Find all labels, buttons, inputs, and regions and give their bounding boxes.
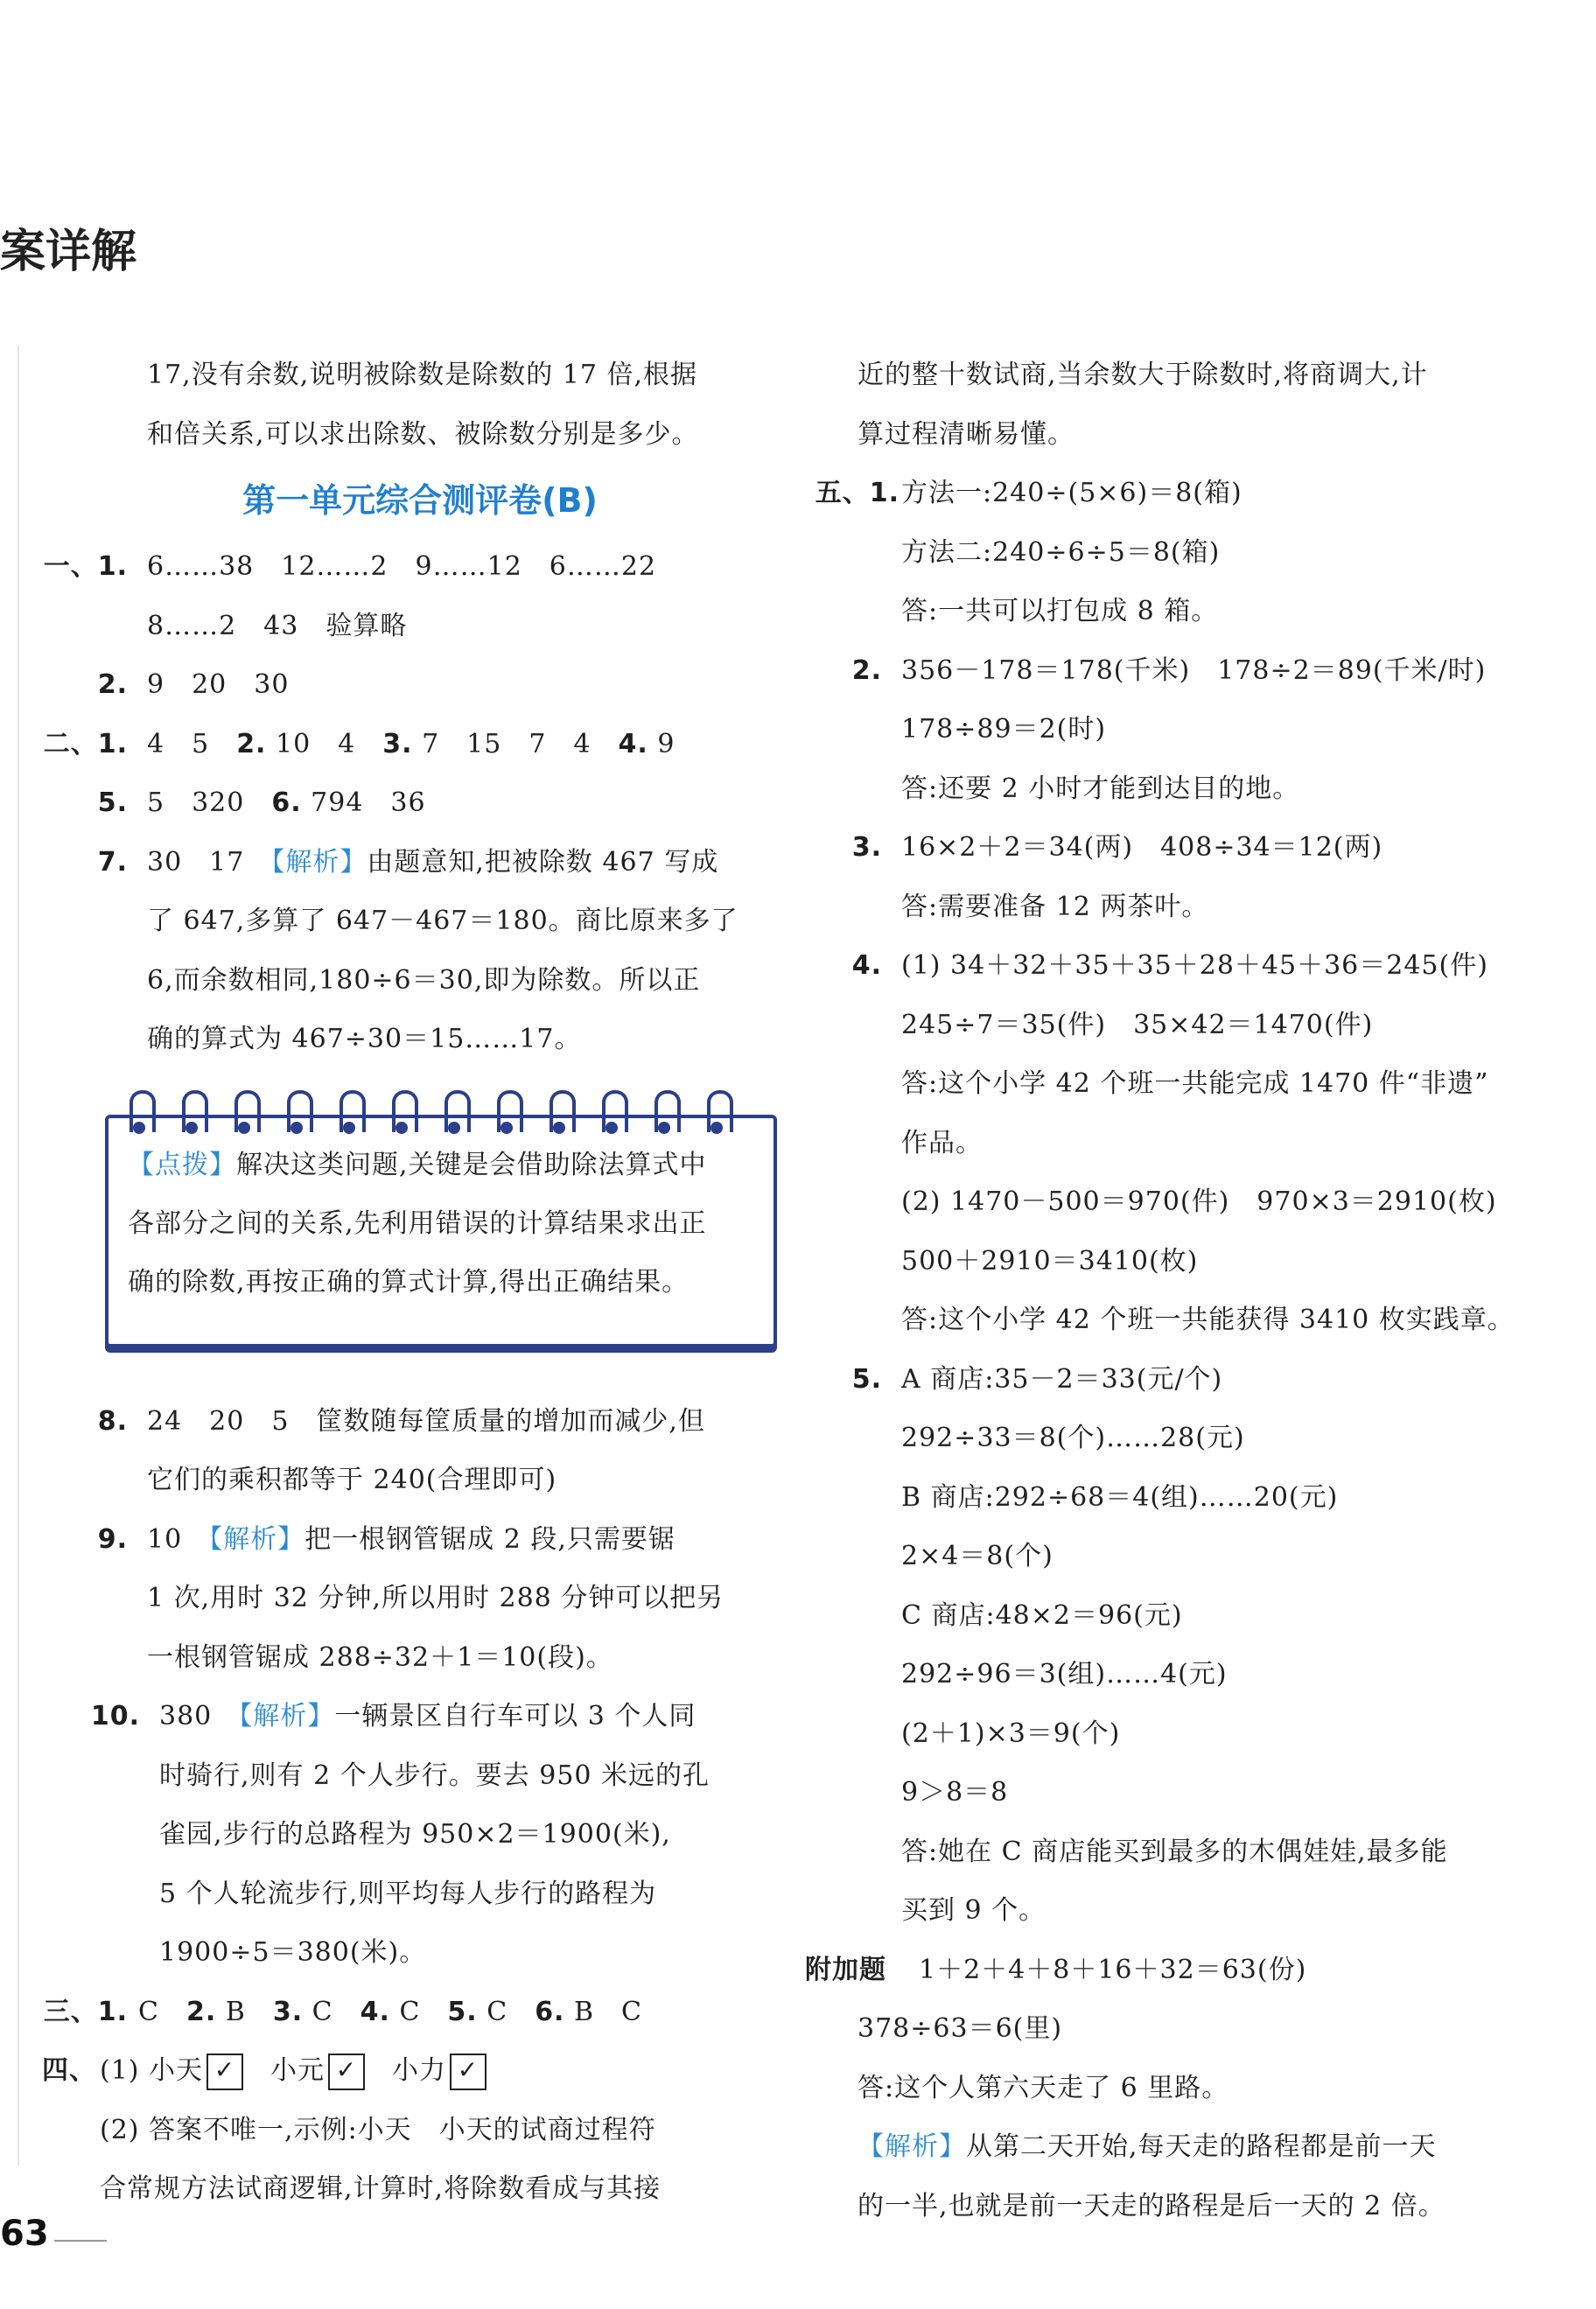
answer-line	[805, 1114, 1549, 1173]
answer-text: 1＋2＋4＋8＋16＋32＝63(份)	[919, 1954, 1307, 1985]
question-number: 一、1.	[43, 551, 128, 582]
question-number: 9.	[97, 1523, 128, 1555]
answer-text: 30 17 【解析】由题意知,把被除数 467 写成	[147, 846, 719, 878]
answer-line	[35, 1392, 752, 1452]
answer-line	[805, 700, 1549, 759]
answer-line	[35, 951, 752, 1011]
answer-line	[805, 1586, 1549, 1646]
answer-text: C 商店:48×2＝96(元)	[901, 1599, 1183, 1631]
tip-note-line: 【点拨】解决这类问题,关键是会借助除法算式中	[128, 1149, 707, 1180]
answer-line	[35, 715, 752, 774]
analysis-tag: 【解析】	[858, 2131, 966, 2162]
answer-line	[805, 1172, 1549, 1232]
question-number: 四、	[42, 2055, 96, 2086]
answer-text: (2) 1470－500＝970(件) 970×3＝2910(枚)	[901, 1186, 1497, 1217]
answer-line	[35, 773, 752, 833]
answer-line	[35, 1865, 752, 1924]
answer-line	[805, 759, 1549, 819]
answer-text: 它们的乘积都等于 240(合理即可)	[147, 1465, 557, 1495]
answer-text: 380 【解析】一辆景区自行车可以 3 个人同	[159, 1701, 696, 1732]
answer-line	[805, 523, 1549, 583]
question-number: 二、1.	[43, 728, 128, 759]
answer-line	[805, 1468, 1549, 1528]
answer-line	[35, 2101, 752, 2160]
answer-text: 16×2＋2＝34(两) 408÷34＝12(两)	[901, 832, 1383, 863]
answer-text: 【解析】从第二天开始,每天走的路程都是前一天	[858, 2131, 1437, 2162]
answer-line	[35, 1010, 752, 1069]
tip-note-line: 确的除数,再按正确的算式计算,得出正确结果。	[128, 1266, 690, 1298]
answer-text: 10 【解析】把一根钢管锯成 2 段,只需要锯	[147, 1523, 676, 1555]
answer-text: 近的整十数试商,当余数大于除数时,将商调大,计	[858, 360, 1428, 390]
answer-text: 4 5 2. 10 4 3. 7 15 7 4 4. 9	[147, 728, 676, 759]
answer-text: 方法二:240÷6÷5＝8(箱)	[901, 536, 1221, 568]
answer-line	[805, 1823, 1549, 1882]
page-number: 63	[0, 2214, 49, 2254]
question-number: 5.	[97, 787, 128, 818]
answer-line	[35, 405, 752, 465]
answer-line	[35, 1805, 752, 1865]
answer-line	[35, 1746, 752, 1806]
answer-text: 292÷96＝3(组)……4(元)	[901, 1659, 1228, 1690]
answer-text: 答:这个小学 42 个班一共能完成 1470 件“非遗”	[901, 1068, 1489, 1099]
answer-text: 雀园,步行的总路程为 950×2＝1900(米),	[159, 1819, 671, 1850]
answer-line	[805, 1999, 1549, 2059]
answer-text: A 商店:35－2＝33(元/个)	[901, 1363, 1223, 1395]
answer-line	[805, 1645, 1549, 1704]
answer-line	[805, 1054, 1549, 1114]
answer-line	[35, 1983, 752, 2042]
answer-text: 6……38 12……2 9……12 6……22	[147, 551, 657, 582]
answer-line	[805, 1291, 1549, 1350]
check-box-icon: ✓	[450, 2054, 486, 2090]
answer-text: 确的算式为 467÷30＝15……17。	[147, 1024, 582, 1054]
question-number: 附加题	[805, 1954, 886, 1985]
answer-text: 作品。	[901, 1127, 983, 1158]
answer-text: 合常规方法试商逻辑,计算时,将除数看成与其接	[100, 2173, 662, 2204]
answer-text: 算过程清晰易懂。	[858, 418, 1074, 450]
answer-line	[35, 1923, 752, 1983]
answer-text: (2) 答案不唯一,示例:小天 小天的试商过程符	[100, 2114, 656, 2145]
answer-line	[805, 2177, 1549, 2236]
answer-text: 8……2 43 验算略	[147, 610, 408, 641]
answer-text: 的一半,也就是前一天走的路程是后一天的 2 倍。	[858, 2190, 1446, 2222]
answer-line	[805, 1409, 1549, 1468]
answer-text: 9 20 30	[147, 669, 290, 700]
answer-line	[805, 936, 1549, 996]
answer-line	[35, 2159, 752, 2219]
tip-note-box	[105, 1115, 777, 1347]
analysis-tag: 【解析】	[209, 1523, 305, 1555]
answer-line	[805, 1350, 1549, 1410]
answer-line	[805, 1527, 1549, 1586]
tip-note-line: 各部分之间的关系,先利用错误的计算结果求出正	[128, 1207, 707, 1239]
answer-line	[805, 2117, 1549, 2177]
answer-line	[805, 818, 1549, 878]
question-number: 3.	[851, 832, 882, 863]
question-number: 4.	[851, 950, 882, 981]
answer-text: 6,而余数相同,180÷6＝30,即为除数。所以正	[147, 964, 701, 996]
answer-text: 了 647,多算了 647－467＝180。商比原来多了	[147, 906, 738, 936]
question-number: 五、1.	[815, 478, 900, 508]
answer-line	[35, 892, 752, 951]
tip-label: 【点拨】	[128, 1149, 236, 1180]
answer-text: (2＋1)×3＝9(个)	[901, 1718, 1121, 1749]
answer-text: 356－178＝178(千米) 178÷2＝89(千米/时)	[901, 654, 1487, 686]
answer-text: (1) 34＋32＋35＋35＋28＋45＋36＝245(件)	[901, 950, 1488, 981]
answer-line	[805, 1232, 1549, 1291]
answer-text: 9＞8＝8	[901, 1777, 1009, 1808]
answer-text: 答:一共可以打包成 8 箱。	[901, 596, 1219, 626]
answer-text: 24 20 5 筐数随每筐质量的增加而减少,但	[147, 1405, 705, 1437]
answer-line	[35, 2041, 752, 2101]
question-number: 2.	[851, 654, 882, 686]
answer-line	[805, 464, 1549, 523]
answer-line	[35, 597, 752, 656]
answer-text: 时骑行,则有 2 个人步行。要去 950 米远的孔	[159, 1760, 710, 1791]
answer-line	[805, 1763, 1549, 1823]
answer-text: 500＋2910＝3410(枚)	[901, 1245, 1199, 1277]
answer-line	[805, 996, 1549, 1055]
question-number: 2.	[97, 669, 128, 700]
answer-line	[35, 1510, 752, 1570]
answer-text: 5 320 6. 794 36	[147, 787, 426, 818]
question-number: 10.	[90, 1701, 140, 1732]
answer-text: 1 次,用时 32 分钟,所以用时 288 分钟可以把另	[147, 1583, 724, 1613]
answer-line	[805, 405, 1549, 465]
answer-line	[35, 1628, 752, 1688]
right-column	[805, 346, 1549, 2236]
answer-line	[35, 537, 752, 597]
page-header-title: 案详解	[0, 226, 137, 278]
spiral-binding-icon	[122, 1088, 761, 1141]
page-number-rule	[54, 2240, 107, 2242]
answer-line	[35, 833, 752, 892]
answer-text: 答:她在 C 商店能买到最多的木偶娃娃,最多能	[901, 1836, 1448, 1867]
answer-text: 2×4＝8(个)	[901, 1541, 1054, 1571]
answer-line	[805, 582, 1549, 641]
answer-line	[35, 1451, 752, 1510]
left-column	[35, 346, 752, 2219]
answer-text: 答:这个小学 42 个班一共能获得 3410 枚实践章。	[901, 1305, 1515, 1335]
answer-text: 答:这个人第六天走了 6 里路。	[858, 2072, 1229, 2103]
question-number: 8.	[97, 1405, 128, 1437]
analysis-tag: 【解析】	[271, 846, 368, 878]
answer-line	[805, 1941, 1549, 2000]
answer-text: 方法一:240÷(5×6)＝8(箱)	[901, 478, 1242, 508]
answer-text: 5 个人轮流步行,则平均每人步行的路程为	[159, 1878, 657, 1909]
question-number: 7.	[97, 846, 128, 878]
answer-text: 买到 9 个。	[901, 1895, 1046, 1926]
answer-text: B 商店:292÷68＝4(组)……20(元)	[901, 1481, 1339, 1513]
answer-line	[805, 2059, 1549, 2118]
section-title: 第一单元综合测评卷(B)	[242, 481, 598, 520]
answer-text: C 2. B 3. C 4. C 5. C 6. B C	[138, 1996, 643, 2027]
answer-text: 178÷89＝2(时)	[901, 714, 1107, 745]
answer-text: 答:需要准备 12 两茶叶。	[901, 891, 1209, 922]
answer-line	[35, 1569, 752, 1628]
answer-line	[35, 655, 752, 715]
answer-text: 245÷7＝35(件) 35×42＝1470(件)	[901, 1009, 1374, 1040]
answer-line	[805, 1704, 1549, 1764]
answer-text: 17,没有余数,说明被除数是除数的 17 倍,根据	[147, 360, 698, 390]
answer-text: 1900÷5＝380(米)。	[159, 1937, 427, 1968]
answer-line	[35, 1687, 752, 1746]
answer-text: 378÷63＝6(里)	[858, 2013, 1063, 2044]
answer-line	[35, 346, 752, 405]
question-number: 5.	[851, 1363, 882, 1395]
question-number: 三、1.	[43, 1996, 128, 2027]
answer-text: 和倍关系,可以求出除数、被除数分别是多少。	[147, 418, 699, 450]
answer-text: 292÷33＝8(个)……28(元)	[901, 1423, 1245, 1453]
analysis-tag: 【解析】	[239, 1701, 335, 1732]
check-box-icon: ✓	[206, 2054, 243, 2090]
check-box-icon: ✓	[328, 2054, 365, 2090]
answer-line	[805, 641, 1549, 701]
answer-text: 一根钢管锯成 288÷32＋1＝10(段)。	[147, 1641, 613, 1673]
answer-line	[805, 878, 1549, 937]
answer-text: (1) 小天 ✓ 小元 ✓ 小力 ✓	[100, 2041, 486, 2101]
tip-note-card	[105, 1088, 779, 1373]
left-margin-rule	[18, 346, 19, 2166]
answer-line	[805, 1881, 1549, 1941]
answer-text: 答:还要 2 小时才能到达目的地。	[901, 773, 1300, 804]
answer-line	[805, 346, 1549, 405]
